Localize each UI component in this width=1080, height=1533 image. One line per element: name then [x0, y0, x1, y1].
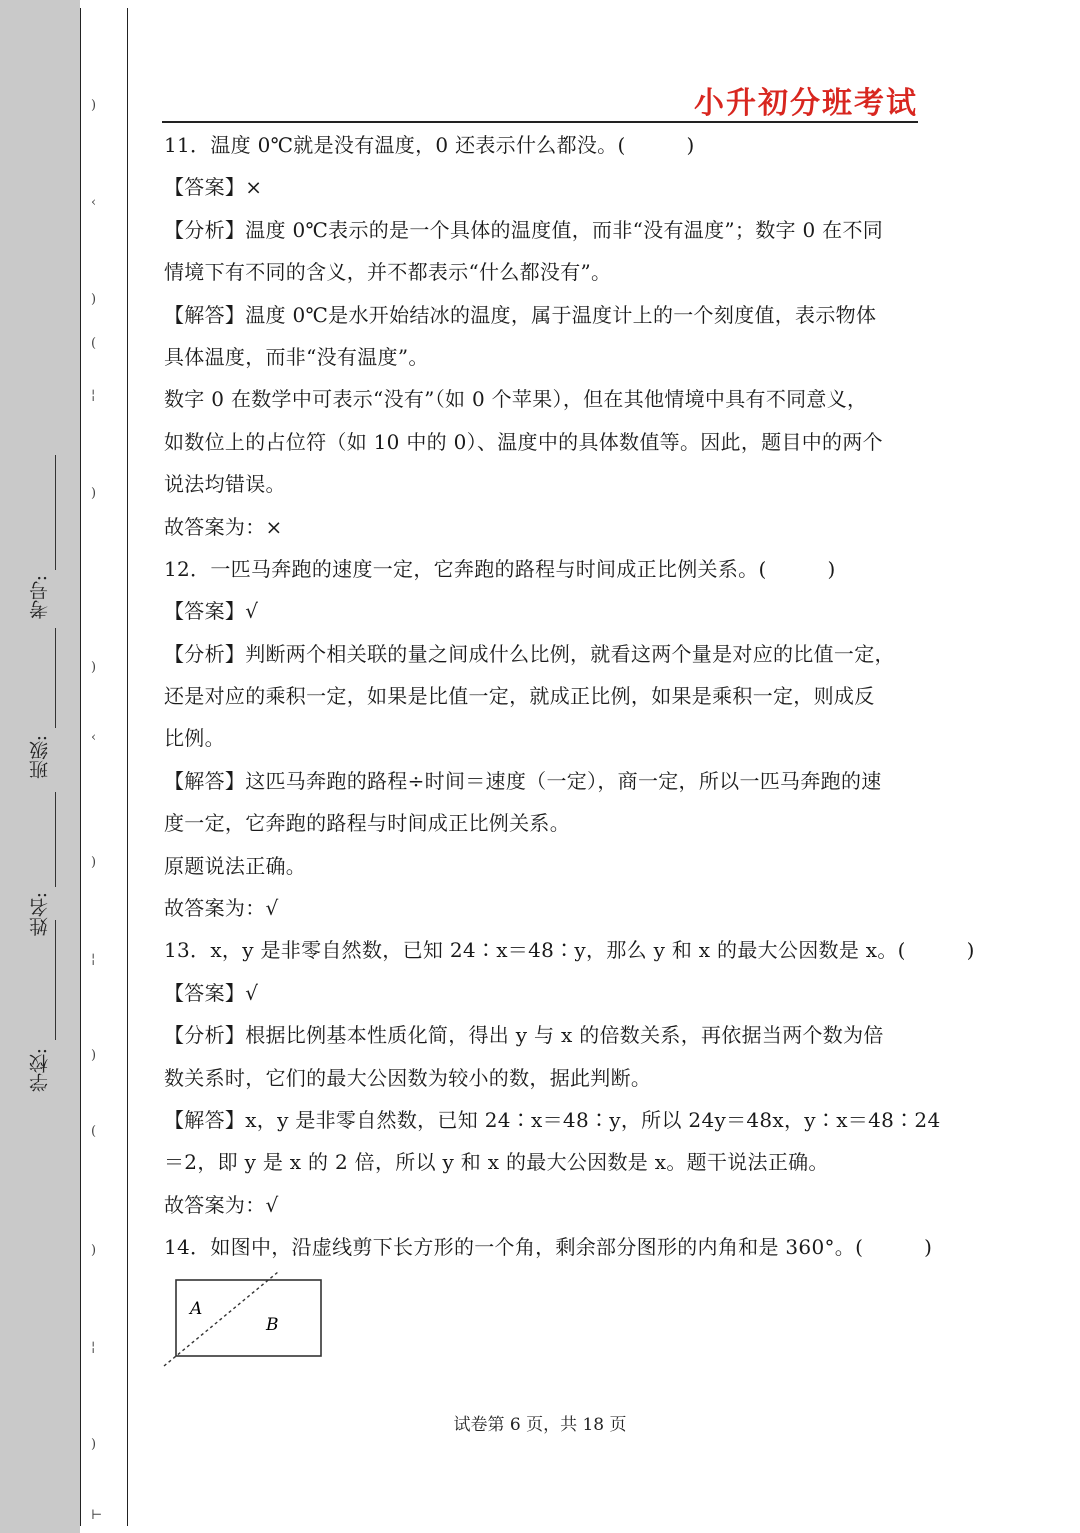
school-label: 学校:: [29, 1048, 51, 1093]
text-line: 13．x，y 是非零自然数，已知 24∶x＝48∶y，那么 y 和 x 的最大公因数是 x。( ): [164, 938, 975, 963]
binding-column: [80, 8, 128, 1526]
question-content: [164, 124, 975, 1269]
class-label: 班级:: [29, 735, 51, 780]
binding-mark: ): [91, 660, 97, 675]
binding-mark: ): [91, 1437, 97, 1452]
binding-mark: ‹: [91, 195, 97, 210]
text-line: 还是对应的乘积一定，如果是比值一定，就成正比例，如果是乘积一定，则成反: [164, 684, 875, 709]
text-line: 【答案】√: [164, 980, 259, 1005]
rectangle-figure: [160, 1270, 330, 1370]
text-line: 【解答】温度 0℃是水开始结冰的温度，属于温度计上的一个刻度值，表示物体: [164, 302, 877, 327]
text-line: 【解答】这匹马奔跑的路程÷时间＝速度（一定），商一定，所以一匹马奔跑的速: [164, 768, 882, 793]
text-line: 14．如图中，沿虚线剪下长方形的一个角，剩余部分图形的内角和是 360°。( ): [164, 1235, 933, 1260]
text-line: 【分析】温度 0℃表示的是一个具体的温度值，而非“没有温度”；数字 0 在不同: [164, 217, 884, 242]
binding-mark: ): [91, 292, 97, 307]
text-line: 【答案】×: [164, 175, 263, 200]
text-line: 11．温度 0℃就是没有温度，0 还表示什么都没。( ): [164, 133, 695, 157]
text-line: ＝2，即 y 是 x 的 2 倍，所以 y 和 x 的最大公因数是 x。题干说法正确。: [164, 1150, 829, 1175]
text-line: 度一定，它奔跑的路程与时间成正比例关系。: [164, 811, 570, 836]
exam-no-underline: [55, 455, 56, 570]
text-line: 12．一匹马奔跑的速度一定，它奔跑的路程与时间成正比例关系。( ): [164, 556, 836, 581]
text-line: 故答案为：×: [164, 514, 283, 539]
school-underline: [55, 920, 56, 1040]
figure-label-b: B: [266, 1315, 279, 1335]
binding-mark: (: [91, 1124, 97, 1139]
binding-mark: ¦: [91, 952, 96, 967]
binding-mark: ): [91, 98, 97, 113]
text-line: 故答案为：√: [164, 896, 279, 921]
binding-mark: ‹: [91, 730, 97, 745]
binding-mark: ): [91, 1243, 97, 1258]
text-line: 情境下有不同的含义，并不都表示“什么都没有”。: [164, 260, 612, 285]
text-line: 数关系时，它们的最大公因数为较小的数，据此判断。: [164, 1065, 652, 1090]
binding-mark: ¦: [91, 388, 96, 403]
name-label: 姓名:: [29, 892, 51, 937]
binding-mark: ⊢: [91, 1508, 103, 1523]
exam-no-label: 考号:: [29, 575, 51, 620]
binding-mark: ): [91, 1048, 97, 1063]
page-footer: 试卷第 6 页，共 18 页: [453, 1415, 627, 1435]
text-line: 说法均错误。: [164, 472, 286, 497]
name-underline: [55, 792, 56, 887]
binding-mark: (: [91, 336, 97, 351]
header-rule: [162, 121, 918, 123]
text-line: 数字 0 在数学中可表示“没有”（如 0 个苹果），但在其他情境中具有不同意义，: [164, 387, 868, 412]
text-line: 故答案为：√: [164, 1192, 279, 1217]
text-line: 【分析】根据比例基本性质化简，得出 y 与 x 的倍数关系，再依据当两个数为倍: [164, 1023, 884, 1048]
class-underline: [55, 628, 56, 728]
text-line: 比例。: [164, 726, 225, 751]
binding-mark: ¦: [91, 1340, 96, 1355]
page-header-title: 小升初分班考试: [694, 86, 918, 121]
text-line: 【答案】√: [164, 599, 259, 624]
figure-label-a: A: [190, 1299, 203, 1319]
text-line: 具体温度，而非“没有温度”。: [164, 344, 429, 369]
text-line: 【解答】x，y 是非零自然数，已知 24∶x＝48∶y，所以 24y＝48x，y∶x＝48∶24: [164, 1107, 941, 1132]
binding-mark: ): [91, 486, 97, 501]
dashed-cut-line: [164, 1272, 278, 1366]
text-line: 原题说法正确。: [164, 853, 307, 878]
text-line: 如数位上的占位符（如 10 中的 0）、温度中的具体数值等。因此，题目中的两个: [164, 429, 883, 454]
binding-mark: ): [91, 855, 97, 870]
text-line: 【分析】判断两个相关联的量之间成什么比例，就看这两个量是对应的比值一定，: [164, 641, 895, 666]
